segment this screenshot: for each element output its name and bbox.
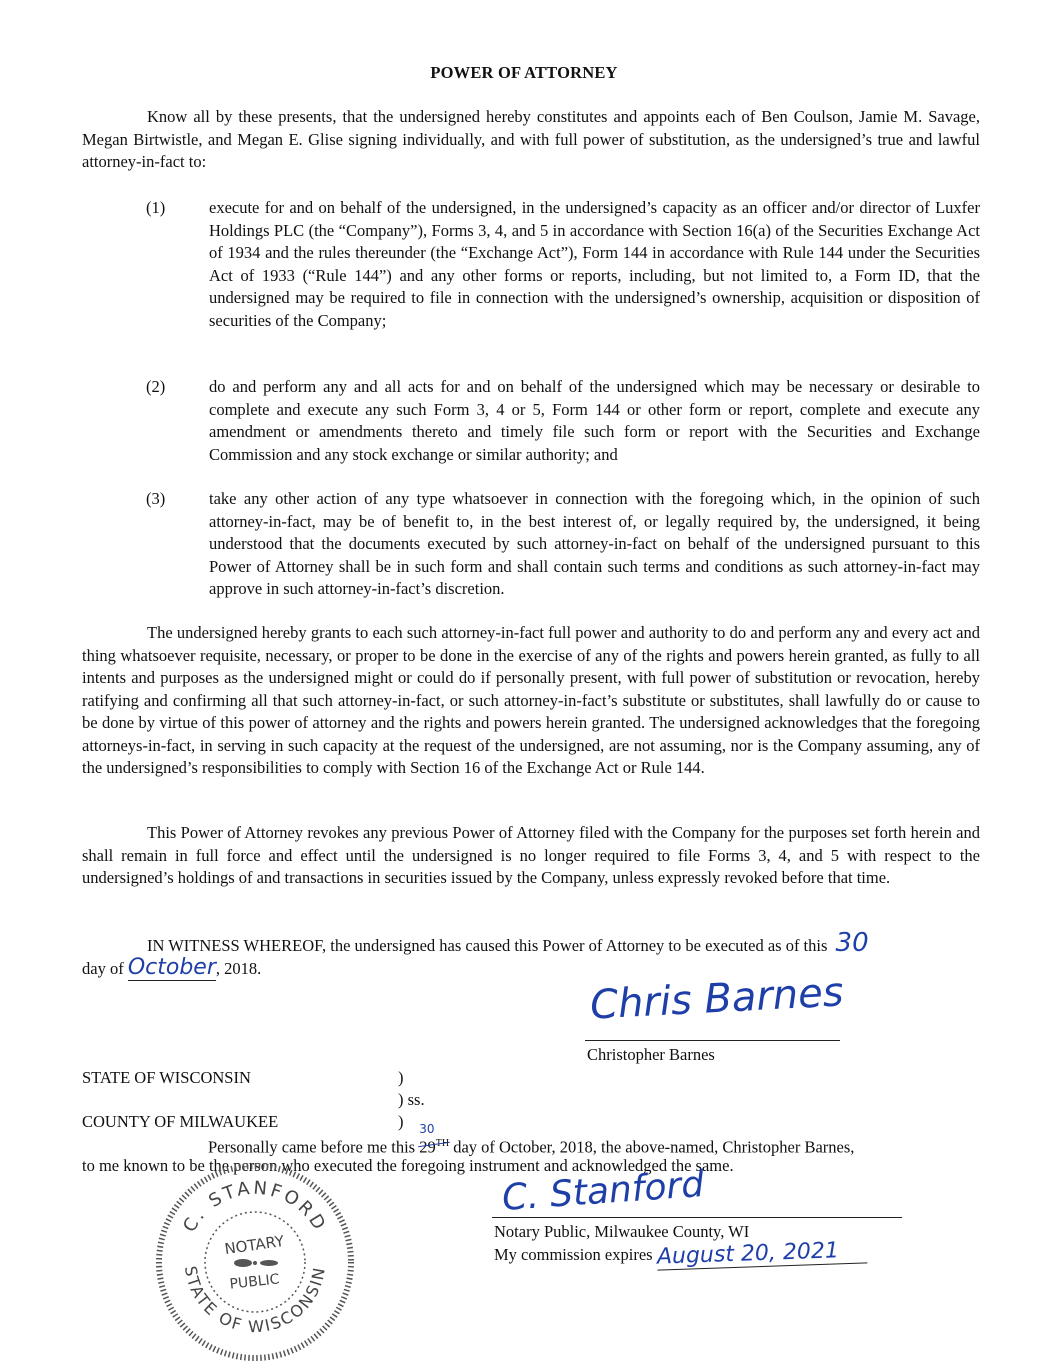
seal-center-top: NOTARY <box>223 1231 286 1259</box>
venue-county: COUNTY OF MILWAUKEE <box>82 1112 279 1131</box>
revocation-paragraph: This Power of Attorney revokes any previous Power of Attorney filed with the Company for the purposes set forth herein and shall remain in full force and effect until the undersigned is no longer required to file Forms 3, 4, and 5 with respect to the undersigned’s holdings of and transactions in securities issued by the Company, unless expressly revoked before that time. <box>82 823 980 887</box>
witness-month-handwritten: October <box>127 955 216 980</box>
signer-signature-line <box>585 1040 840 1041</box>
notary-signature-line <box>492 1217 902 1218</box>
notary-signature: C. Stanford <box>500 1163 706 1220</box>
notary-day-struck: 29TH 30 <box>419 1133 449 1159</box>
item-3-text: take any other action of any type whatsoever in connection with the foregoing which, in the opinion of such attorney-in-fact, may be of benefit to, in the best interest of, or legally required by, the undersigned, it being understood that the documents executed by such attorney-in-fact on behalf of the undersigned pursuant to this Power of Attorney shall be in such form and shall contain such terms and conditions as such attorney-in-fact may approve in such attorney-in-fact’s discretion. <box>209 489 980 598</box>
seal-center-bottom: PUBLIC <box>228 1271 281 1293</box>
notary-title-line: Notary Public, Milwaukee County, WI <box>494 1222 750 1241</box>
item-2-number: (2) <box>146 377 166 396</box>
signer-signature: Chris Barnes <box>588 969 845 1029</box>
item-3-number: (3) <box>146 489 166 508</box>
notary-seal <box>155 1162 355 1362</box>
notary-commission-label: My commission expires <box>494 1245 653 1264</box>
notary-commission-date: August 20, 2021 <box>656 1239 867 1270</box>
witness-date-line <box>82 957 261 981</box>
witness-line <box>147 928 869 958</box>
seal-top-text: C. STANFORD <box>179 1177 331 1237</box>
item-1-number: (1) <box>146 198 166 217</box>
intro-paragraph: Know all by these presents, that the undersigned hereby constitutes and appoints each of Ben Coulson, Jamie M. Savage, Megan Birtwistle, and Megan E. Glise signing individually, and with full power of substitution, as the undersigned’s true and lawful attorney-in-fact to: <box>82 107 980 171</box>
seal-bottom-text: STATE OF WISCONSIN <box>180 1264 330 1337</box>
venue-ss: ) ss. <box>398 1090 425 1109</box>
notary-day-handwritten: 30 <box>419 1122 435 1136</box>
witness-day-handwritten: 30 <box>835 928 869 958</box>
grant-paragraph: The undersigned hereby grants to each such attorney-in-fact full power and authority to do and perform any and every act and thing whatsoever requisite, necessary, or proper to be done in the exercise of any of the rights and powers herein granted, as fully to all intents and purposes as the undersigned might or could do if personally present, with full power of substitution or revocation, hereby ratifying and confirming all that such attorney-in-fact, or such attorney-in-fact’s substitute or substitutes, shall lawfully do or cause to be done by virtue of this power of attorney and the rights and powers herein granted. The undersigned acknowledges that the foregoing attorneys-in-fact, in serving in such capacity at the request of the undersigned, are not assuming, nor is the Company assuming, any of the undersigned’s responsibilities to comply with Section 16 of the Exchange Act or Rule 144. <box>82 623 980 777</box>
venue-paren-2: ) <box>398 1112 404 1131</box>
notary-statement-line-2: to me known to be the person who executed the foregoing instrument and acknowledged the same. <box>82 1156 734 1175</box>
notary-statement-suffix: day of October, 2018, the above-named, Christopher Barnes, <box>453 1137 855 1157</box>
page-title: POWER OF ATTORNEY <box>430 63 618 82</box>
notary-statement-prefix: Personally came before me this <box>208 1137 416 1157</box>
witness-year: , 2018. <box>215 959 262 978</box>
venue-state: STATE OF WISCONSIN <box>82 1068 251 1087</box>
item-1-text: execute for and on behalf of the undersigned, in the undersigned’s capacity as an officer and/or director of Luxfer Holdings PLC (the “Company”), Forms 3, 4, and 5 in accordance with Section 16(a) of the Securities Exchange Act of 1934 and the rules thereunder (the “Exchange Act”), Form 144 in accordance with Rule 144 under the Securities Act of 1933 (“Rule 144”) and any other forms or reports, including, but not limited to, a Form ID, that the undersigned may be required to file in connection with the undersigned’s ownership, acquisition or disposition of securities of the Company; <box>209 198 980 330</box>
item-2-text: do and perform any and all acts for and on behalf of the undersigned which may be necessary or desirable to complete and execute any such Form 3, 4 or 5, Form 144 or other form or report, complete and execute any amendment or amendments thereto and timely file such form or report with the Securities and Exchange Commission and any stock exchange or similar authority; and <box>209 377 980 464</box>
witness-day-of: day of <box>82 959 124 978</box>
venue-paren-1: ) <box>398 1068 404 1087</box>
witness-text: IN WITNESS WHEREOF, the undersigned has caused this Power of Attorney to be executed as of this <box>147 936 828 955</box>
seal-pen-icon <box>234 1259 278 1267</box>
signer-printed-name: Christopher Barnes <box>587 1045 715 1064</box>
notary-commission-line <box>494 1238 867 1270</box>
